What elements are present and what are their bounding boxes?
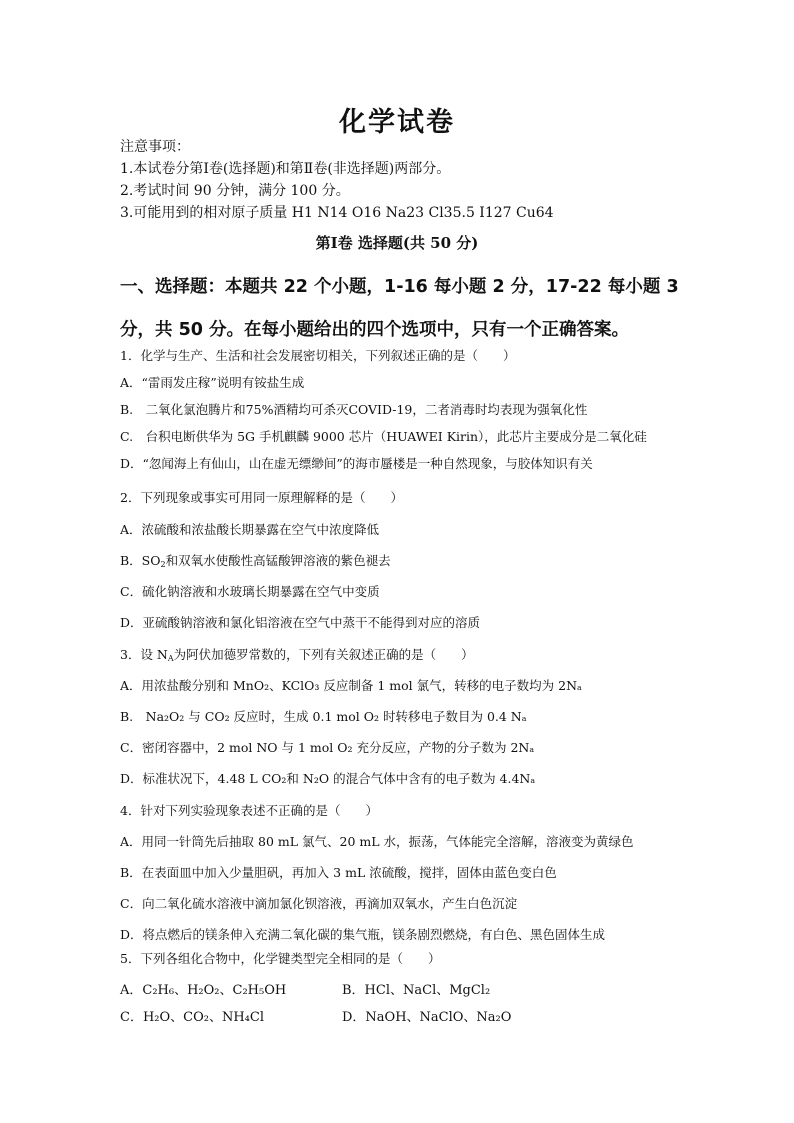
instruction-line-2: 分，共 50 分。在每小题给出的四个选项中，只有一个正确答案。: [120, 320, 630, 340]
q2-stem: 2．下列现象或事实可用同一原理解释的是（ ）: [120, 490, 403, 505]
q3-stem: 3．设 $N_A$为阿伏加德罗常数的，下列有关叙述正确的是（ ）: [120, 647, 474, 663]
q5-option-b: B．HCl、NaCl、MgCl₂: [342, 983, 491, 998]
q5-option-c: C．H₂O、CO₂、NH₄Cl: [120, 1010, 264, 1025]
q4-option-c: C．向二氧化硫水溶液中滴加氯化钡溶液，再滴加双氧水，产生白色沉淀: [120, 896, 518, 911]
q5-option-d: D．NaOH、NaClO、Na₂O: [342, 1010, 512, 1025]
q2-option-a: A．浓硫酸和浓盐酸长期暴露在空气中浓度降低: [120, 522, 380, 537]
q4-option-d: D．将点燃后的镁条伸入充满二氧化碳的集气瓶，镁条剧烈燃烧，有白色、黑色固体生成: [120, 927, 606, 942]
q1-option-b: B. 二氧化氯泡腾片和75%酒精均可杀灭COVID-19，二者消毒时均表现为强氧化性: [120, 402, 588, 417]
q3-option-c: C．密闭容器中，2 mol NO 与 1 mol O₂ 充分反应，产物的分子数为 2Nₐ: [120, 740, 535, 755]
q1-stem: 1．化学与生产、生活和社会发展密切相关，下列叙述正确的是（ ）: [120, 348, 516, 363]
q4-option-b: B．在表面皿中加入少量胆矾，再加入 3 mL 浓硫酸，搅拌，固体由蓝色变白色: [120, 865, 557, 880]
q5-stem: 5．下列各组化合物中，化学键类型完全相同的是（ ）: [120, 951, 441, 966]
q5-option-a: A．C₂H₆、H₂O₂、C₂H₅OH: [120, 983, 287, 998]
q1-option-d: D．“忽闻海上有仙山，山在虚无缥缈间”的海市蜃楼是一种自然现象，与胶体知识有关: [120, 456, 593, 471]
q3-option-d: D．标准状况下，4.48 L CO₂和 N₂O 的混合气体中含有的电子数为 4.4Nₐ: [120, 771, 536, 786]
q2-option-b: B．$SO_2$和双氧水使酸性高锰酸钾溶液的紫色褪去: [120, 553, 391, 569]
q2-option-c: C．硫化钠溶液和水玻璃长期暴露在空气中变质: [120, 584, 380, 599]
note-item-2: 2.考试时间 90 分钟，满分 100 分。: [120, 183, 350, 199]
q4-stem: 4．针对下列实验现象表述不正确的是（ ）: [120, 803, 378, 818]
q2-option-d: D．亚硫酸钠溶液和氯化铝溶液在空气中蒸干不能得到对应的溶质: [120, 615, 481, 630]
q5-options: [120, 979, 680, 1039]
notes-heading: 注意事项：: [120, 139, 190, 155]
note-item-3: 3.可能用到的相对原子质量 H1 N14 O16 Na23 Cl35.5 I127 Cu64: [120, 205, 554, 221]
instruction-line-1: 一、选择题：本题共 22 个小题，1-16 每小题 2 分，17-22 每小题 3: [120, 277, 679, 297]
q3-option-b: B. Na₂O₂ 与 CO₂ 反应时，生成 0.1 mol O₂ 时转移电子数目为 0.4 Nₐ: [120, 709, 527, 724]
exam-title: 化学试卷: [339, 107, 455, 138]
q1-option-c: C. 台积电断供华为 5G 手机麒麟 9000 芯片（HUAWEI Kirin），此芯片主要成分是二氧化硅: [120, 429, 647, 444]
note-item-1: 1.本试卷分第Ⅰ卷(选择题)和第Ⅱ卷(非选择题)两部分。: [120, 161, 451, 177]
section-heading: 第Ⅰ卷 选择题(共 50 分): [315, 234, 479, 252]
q4-option-a: A．用同一针筒先后抽取 80 mL 氯气、20 mL 水，振荡，气体能完全溶解，溶液变为黄绿色: [120, 834, 634, 849]
q3-option-a: A．用浓盐酸分别和 MnO₂、KClO₃ 反应制备 1 mol 氯气，转移的电子数均为 2Nₐ: [120, 678, 582, 693]
q1-option-a: A．“雷雨发庄稼”说明有铵盐生成: [120, 375, 305, 390]
